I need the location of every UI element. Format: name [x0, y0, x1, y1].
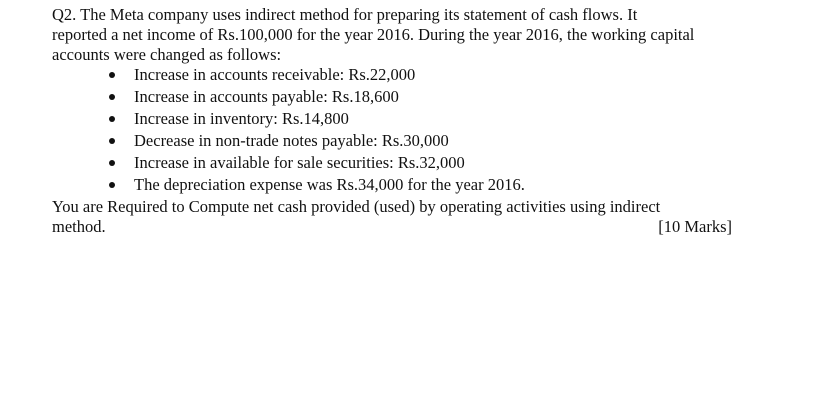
requirement-last-line [52, 217, 732, 237]
list-item-text: Decrease in non-trade notes payable: Rs.30,000 [134, 131, 449, 150]
list-item [52, 109, 772, 129]
list-item [52, 87, 772, 107]
list-item [52, 131, 772, 151]
list-item [52, 175, 772, 195]
list-item-text: Increase in available for sale securities: Rs.32,000 [134, 153, 465, 172]
bullet-icon [109, 72, 115, 78]
bullet-icon [109, 116, 115, 122]
requirement-paragraph [52, 197, 772, 237]
list-item-text: Increase in accounts payable: Rs.18,600 [134, 87, 399, 106]
bullet-icon [109, 94, 115, 100]
working-capital-changes-list [52, 65, 772, 195]
requirement-end: method. [52, 217, 106, 236]
marks-label: [10 Marks] [658, 217, 732, 236]
list-item [52, 65, 772, 85]
requirement-line: You are Required to Compute net cash provided (used) by operating activities using indirect [52, 197, 661, 216]
question-intro [52, 5, 772, 65]
intro-line-2: reported a net income of Rs.100,000 for the year 2016. During the year 2016, the working capital [52, 25, 695, 44]
bullet-icon [109, 138, 115, 144]
list-item-text: Increase in inventory: Rs.14,800 [134, 109, 349, 128]
list-item-text: The depreciation expense was Rs.34,000 for the year 2016. [134, 175, 525, 194]
question-document [52, 5, 772, 237]
intro-line-3: accounts were changed as follows: [52, 45, 282, 64]
list-item-text: Increase in accounts receivable: Rs.22,000 [134, 65, 416, 84]
list-item [52, 153, 772, 173]
bullet-icon [109, 160, 115, 166]
bullet-icon [109, 182, 115, 188]
intro-line-1: Q2. The Meta company uses indirect method for preparing its statement of cash flows. It [52, 5, 638, 24]
